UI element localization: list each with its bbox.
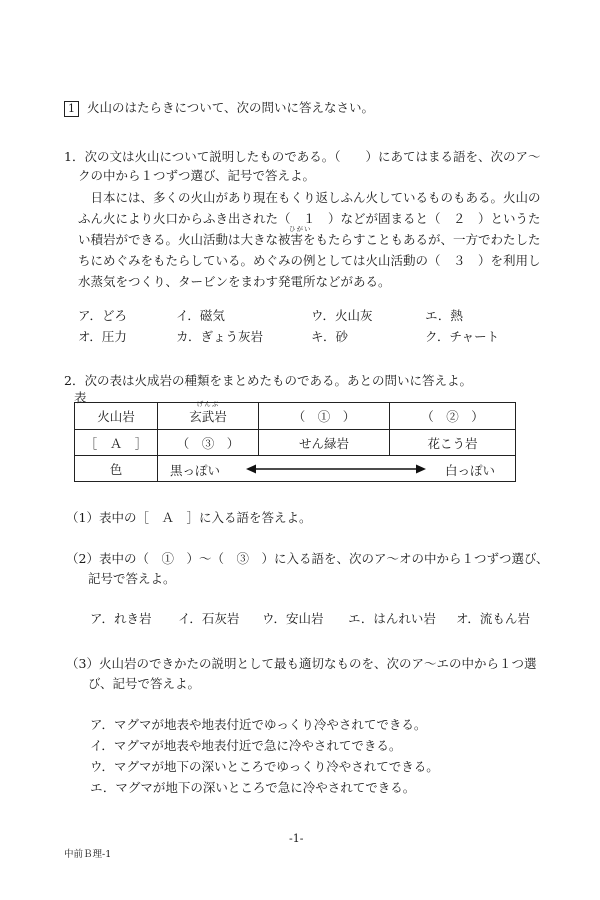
q1-option: ウ．火山灰 xyxy=(311,308,373,323)
exam-code: 中前Ｂ理-1 xyxy=(64,849,112,860)
igneous-rock-table xyxy=(74,402,516,482)
q2-sub2-line1: （2）表中の（ ① ）～（ ③ ）に入る語を、次のア～オの中から１つずつ選び、 xyxy=(66,551,549,566)
table-cell: 花こう岩 xyxy=(390,430,516,456)
q2-sub3-option: ア．マグマが地表や地表付近でゆっくり冷やされてできる。 xyxy=(90,717,427,732)
q1-option: ア．どろ xyxy=(78,308,128,323)
table-cell: ［ Ａ ］ xyxy=(75,430,158,456)
q2-sub1: （1）表中の［ Ａ ］に入る語を答えよ。 xyxy=(66,510,312,525)
table-cell: （ ② ） xyxy=(390,403,516,430)
q1-passage-line: 日本には、多くの火山があり現在もくり返しふん火しているものもある。火山の xyxy=(78,190,541,205)
double-arrow-icon xyxy=(246,461,426,477)
table-cell: （ ① ） xyxy=(259,403,390,430)
table-cell xyxy=(158,400,259,430)
table-label: 表 xyxy=(74,390,87,405)
q2-sub2-option: ウ．安山岩 xyxy=(262,611,324,626)
q1-passage-text: い積岩ができる。火山活動は大きな被害をもたらすこともあるが、一方でわたした xyxy=(78,232,541,247)
q1-passage-line: ふん火により火口からふき出された（ １ ）などが固まると（ ２ ）というた xyxy=(78,211,541,226)
table-row xyxy=(75,403,516,430)
q2-sub2-line2: 記号で答えよ。 xyxy=(88,571,176,586)
cell-text: 玄武岩 xyxy=(189,409,227,424)
question-number: 1 xyxy=(64,101,79,117)
q2-sub3-option: ウ．マグマが地下の深いところでゆっくり冷やされてできる。 xyxy=(90,759,439,774)
q1-passage-line: ちにめぐみをもたらしている。めぐみの例としては火山活動の（ ３ ）を利用し xyxy=(78,253,541,268)
table-cell: せん緑岩 xyxy=(259,430,390,456)
ruby-genbu: げんぶ xyxy=(196,400,220,408)
page-number: -1- xyxy=(289,832,304,845)
ruby-higai: ひがい xyxy=(289,225,312,233)
table-row xyxy=(75,430,516,456)
q1-option: キ．砂 xyxy=(311,329,349,344)
q1-option: カ．ぎょう灰岩 xyxy=(176,329,264,344)
q2-sub3-option: エ．マグマが地下の深いところで急に冷やされてできる。 xyxy=(90,780,416,795)
q1-option: ク．チャート xyxy=(425,329,500,344)
question-instruction: 火山のはたらきについて、次の問いに答えなさい。 xyxy=(87,100,375,115)
q2-sub2-option: オ．流もん岩 xyxy=(456,611,530,626)
q2-sub3-option: イ．マグマが地表や地表付近で急に冷やされてできる。 xyxy=(90,738,402,753)
color-gradient-cell xyxy=(158,456,516,482)
q2-sub2-option: エ．はんれい岩 xyxy=(348,611,436,626)
q2-sub2-option: イ．石灰岩 xyxy=(178,611,240,626)
ruby-word xyxy=(189,400,227,425)
question-heading xyxy=(64,98,374,117)
q2-prompt: 2．次の表は火成岩の種類をまとめたものである。あとの問いに答えよ。 xyxy=(64,373,472,388)
table-cell: （ ③ ） xyxy=(158,430,259,456)
q2-sub3-line2: び、記号で答えよ。 xyxy=(88,676,201,691)
q1-option: イ．磁気 xyxy=(176,308,225,323)
q1-option: オ．圧力 xyxy=(78,329,127,344)
dark-color-label: 黒っぽい xyxy=(170,463,221,478)
light-color-label: 白っぽい xyxy=(444,463,495,478)
table-cell: 色 xyxy=(75,456,158,482)
table-row xyxy=(75,456,516,482)
q2-sub3-line1: （3）火山岩のできかたの説明として最も適切なものを、次のア～エの中から１つ選 xyxy=(66,656,537,671)
q1-passage-line: 水蒸気をつくり、タービンをまわす発電所などがある。 xyxy=(78,274,391,289)
q2-sub2-option: ア．れき岩 xyxy=(90,611,152,626)
q1-prompt-line2: クの中から１つずつ選び、記号で答えよ。 xyxy=(78,168,316,183)
q1-option: エ．熱 xyxy=(425,308,463,323)
table-cell: 火山岩 xyxy=(75,403,158,430)
q1-prompt-line1: 1．次の文は火山について説明したものである。（ ）にあてはまる語を、次のア～ xyxy=(64,149,541,164)
